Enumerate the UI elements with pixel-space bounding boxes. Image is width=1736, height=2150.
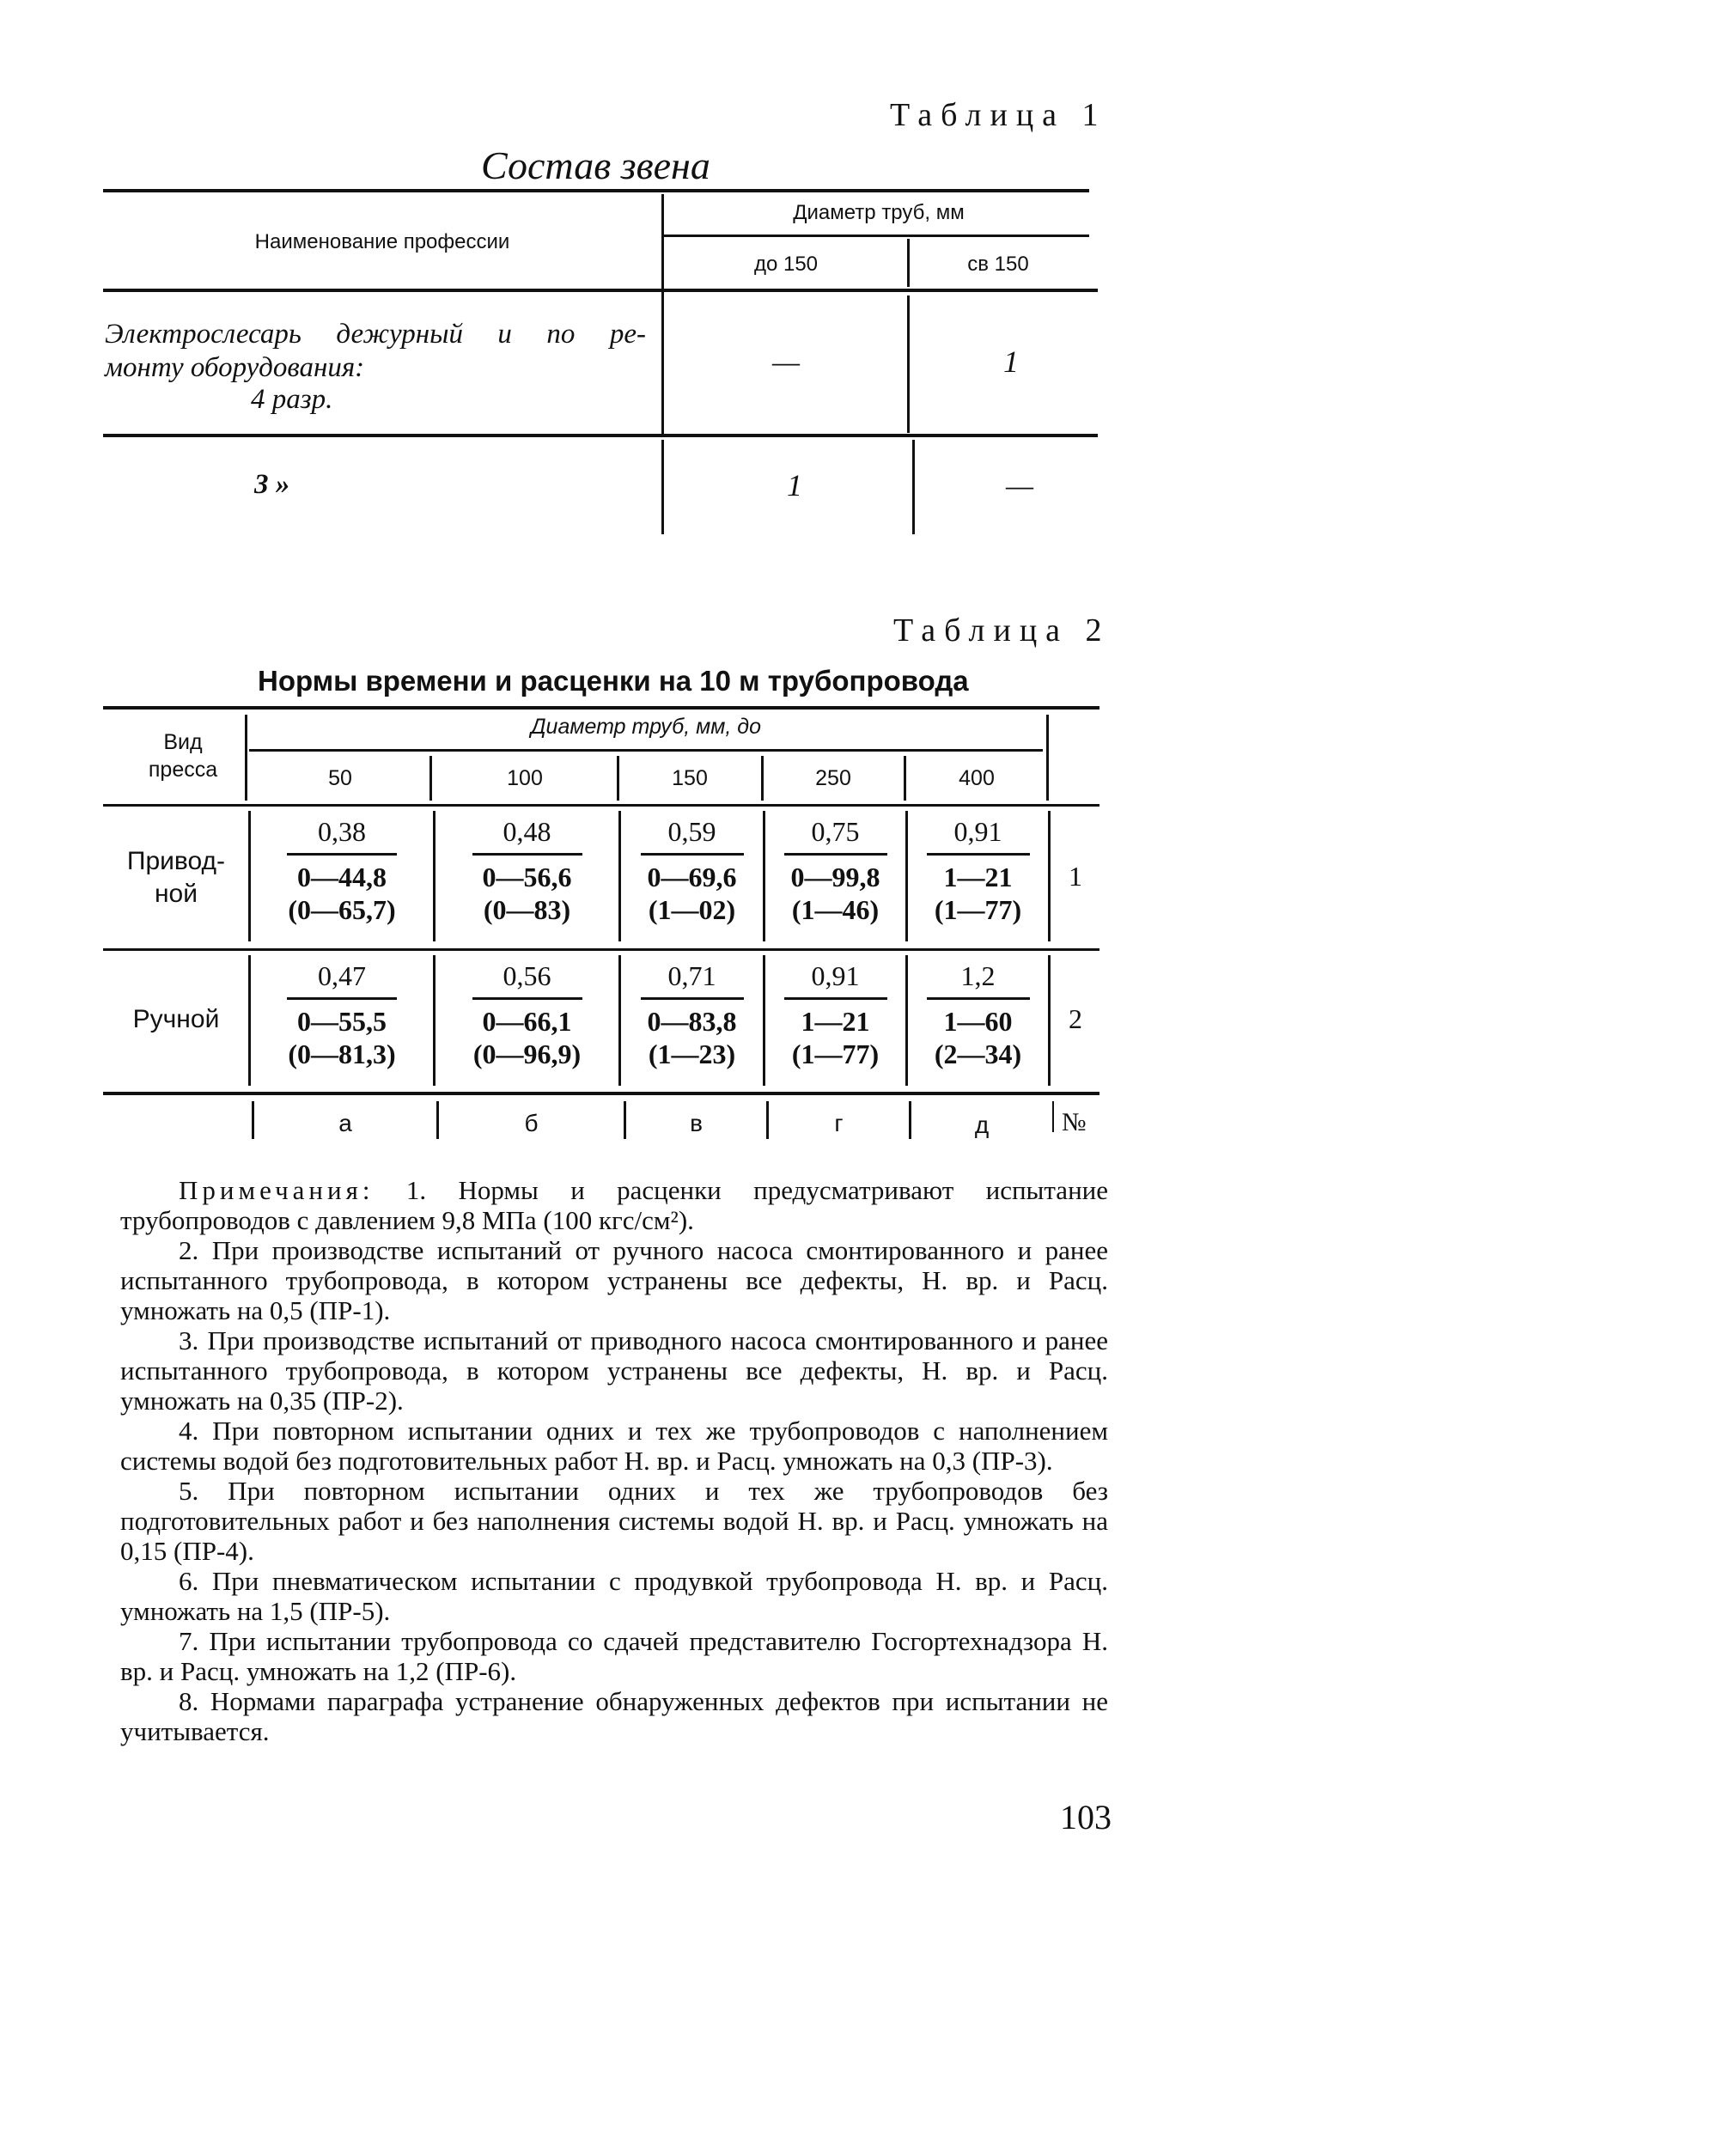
table1-row1-over150: 1: [1003, 344, 1019, 379]
table2-row2-cell-b: 0,56 0—66,1 (0—96,9): [472, 960, 582, 1069]
table1-row2-grade: 3 »: [254, 469, 290, 500]
table1-label: Таблица 1: [890, 97, 1107, 133]
note-7: 7. При испытании трубопровода со сдачей представителю Госгортехнадзора Н. вр. и Расц. умножать на 1,2 (ПР-6).: [120, 1626, 1108, 1686]
page-number: 103: [1060, 1798, 1112, 1836]
table2-title: Нормы времени и расценки на 10 м трубопровода: [258, 665, 969, 697]
table2-diameter-100: 100: [507, 766, 543, 790]
table1-title: Состав звена: [481, 143, 710, 187]
note-1: 1. Нормы и расценки предусматривают испытание трубопроводов с давлением 9,8 МПа (100 кгс/см²).: [120, 1175, 1109, 1235]
table2-footer-d: д: [974, 1112, 990, 1138]
table1-row2-upto150: 1: [787, 468, 802, 502]
table1-col-profession: Наименование профессии: [254, 230, 510, 253]
table2-diameter-250: 250: [815, 766, 851, 790]
note-6: 6. При пневматическом испытании с продувкой трубопровода Н. вр. и Расц. умножать на 1,5 (ПР-5).: [120, 1566, 1108, 1626]
table1-row2-over150: —: [1005, 468, 1033, 502]
table2-row1-label: Привод- ной: [126, 847, 226, 908]
table2-footer-b: б: [524, 1110, 539, 1136]
note-3: 3. При производстве испытаний от приводного насоса смонтированного и ранее испытанного трубопровода, в котором устранены все дефекты, Н. вр. и Расц. умножать на 0,35 (ПР-2).: [120, 1325, 1108, 1416]
table2-footer-no: №: [1062, 1108, 1087, 1136]
table1-row1-profession-line2: монту оборудования:: [105, 352, 365, 383]
table1-row1-upto150: —: [771, 344, 800, 379]
table2-label: Таблица 2: [893, 612, 1111, 649]
table2-diameter-50: 50: [328, 766, 352, 790]
table2-row1-cell-g: 0,75 0—99,8 (1—46): [765, 816, 905, 926]
table2-row2-cell-g: 0,91 1—21 (1—77): [765, 960, 905, 1070]
table2-row2-cell-d: 1,2 1—60 (2—34): [908, 960, 1048, 1070]
notes-heading: Примечания:: [179, 1175, 375, 1205]
note-8: 8. Нормами параграфа устранение обнаруженных дефектов при испытании не учитывается.: [120, 1686, 1108, 1746]
table2-diameter-150: 150: [672, 766, 708, 790]
table1-col-upto150: до 150: [753, 253, 819, 276]
table1-col-over150: св 150: [967, 253, 1029, 276]
table2-footer-a: а: [338, 1110, 352, 1136]
table2-row1-num: 1: [1069, 861, 1082, 892]
table2-footer-v: в: [690, 1110, 703, 1136]
table1-col-diameter: Диаметр труб, мм: [793, 201, 965, 224]
table2-row1-cell-v: 0,59 0—69,6 (1—02): [621, 816, 763, 926]
table1-row1-profession-line1: Электрослесарь дежурный и по ре-: [105, 319, 646, 350]
table2-diameter-400: 400: [959, 766, 995, 790]
table2-row1-cell-d: 0,91 1—21 (1—77): [908, 816, 1048, 926]
table2-row1-cell-a: 0,38 0—44,8 (0—65,7): [288, 816, 396, 925]
table2-col-press: Вид пресса: [148, 730, 218, 782]
table2-row2-label: Ручной: [132, 1005, 220, 1033]
note-2: 2. При производстве испытаний от ручного насоса смонтированного и ранее испытанного трубопровода, в котором устранены все дефекты, Н. вр. и Расц. умножать на 0,5 (ПР-1).: [120, 1235, 1108, 1325]
note-5: 5. При повторном испытании одних и тех же трубопроводов без подготовительных работ и без наполнения системы водой Н. вр. и Расц. умножать на 0,15 (ПР-4).: [120, 1476, 1108, 1566]
table2-row1-cell-b: 0,48 0—56,6 (0—83): [436, 816, 618, 926]
table2-row2-cell-a: 0,47 0—55,5 (0—81,3): [288, 960, 396, 1069]
table2-footer-g: г: [834, 1110, 844, 1136]
table1-row1-grade: 4 разр.: [251, 384, 333, 415]
notes: [120, 1175, 1108, 1746]
table2-col-diameter: Диаметр труб, мм, до: [530, 715, 762, 739]
note-4: 4. При повторном испытании одних и тех же трубопроводов с наполнением системы водой без подготовительных работ Н. вр. и Расц. умножать на 0,3 (ПР-3).: [120, 1416, 1108, 1476]
table2-row2-cell-v: 0,71 0—83,8 (1—23): [621, 960, 763, 1070]
table2-row2-num: 2: [1069, 1003, 1082, 1034]
